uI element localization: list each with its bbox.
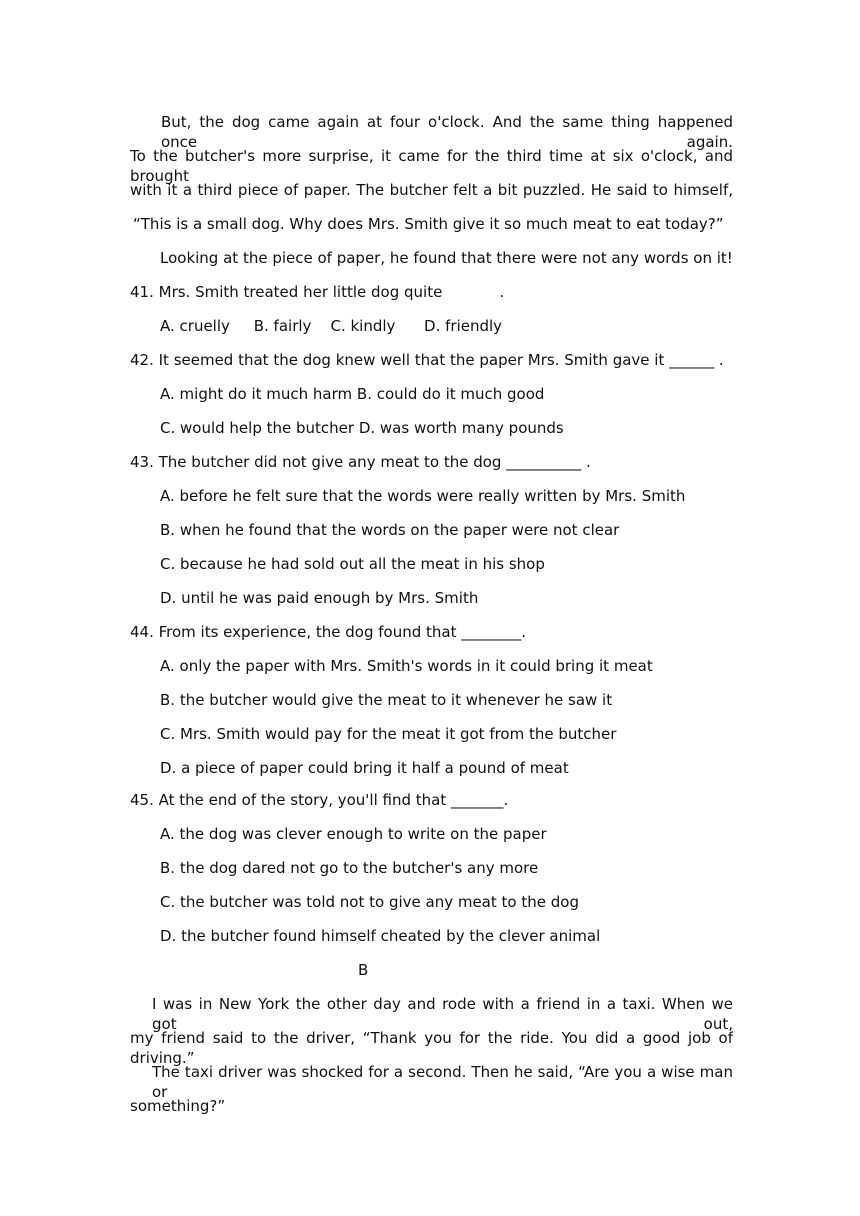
question-stem: 42. It seemed that the dog knew well that the paper Mrs. Smith gave it ______ . <box>130 351 724 369</box>
question-stem: 43. The butcher did not give any meat to the dog __________ . <box>130 453 591 471</box>
question-option: B. the butcher would give the meat to it whenever he saw it <box>160 691 613 709</box>
question-stem: 44. From its experience, the dog found that ________. <box>130 623 526 641</box>
passage-line: The taxi driver was shocked for a second. Then he said, “Are you a wise man or <box>152 1063 733 1101</box>
passage-line: with it a third piece of paper. The butcher felt a bit puzzled. He said to himself, <box>130 181 733 199</box>
section-heading: B <box>358 961 369 979</box>
question-option: C. Mrs. Smith would pay for the meat it got from the butcher <box>160 725 617 743</box>
question-stem: 41. Mrs. Smith treated her little dog quite . <box>130 283 505 301</box>
passage-line: my friend said to the driver, “Thank you for the ride. You did a good job of driving.” <box>130 1029 733 1067</box>
question-option: A. before he felt sure that the words were really written by Mrs. Smith <box>160 487 686 505</box>
question-option: D. the butcher found himself cheated by the clever animal <box>160 927 601 945</box>
passage-line: To the butcher's more surprise, it came for the third time at six o'clock, and brought <box>130 147 733 185</box>
question-option: C. because he had sold out all the meat in his shop <box>160 555 545 573</box>
question-option: B. the dog dared not go to the butcher's any more <box>160 859 539 877</box>
question-option: C. the butcher was told not to give any meat to the dog <box>160 893 579 911</box>
question-option: D. until he was paid enough by Mrs. Smith <box>160 589 479 607</box>
question-option: D. a piece of paper could bring it half a pound of meat <box>160 759 569 777</box>
passage-line: But, the dog came again at four o'clock. And the same thing happened once again. <box>161 113 733 151</box>
passage-line: Looking at the piece of paper, he found that there were not any words on it! <box>160 249 733 267</box>
question-option: B. when he found that the words on the paper were not clear <box>160 521 620 539</box>
question-stem: 45. At the end of the story, you'll find that _______. <box>130 791 509 809</box>
question-options: A. cruelly B. fairly C. kindly D. friendly <box>160 317 503 335</box>
passage-line: I was in New York the other day and rode with a friend in a taxi. When we got out, <box>152 995 733 1033</box>
question-option: A. the dog was clever enough to write on the paper <box>160 825 547 843</box>
question-option: A. only the paper with Mrs. Smith's words in it could bring it meat <box>160 657 653 675</box>
passage-line: “This is a small dog. Why does Mrs. Smith give it so much meat to eat today?” <box>133 215 724 233</box>
passage-line: something?” <box>130 1097 226 1115</box>
question-options: A. might do it much harm B. could do it much good <box>160 385 545 403</box>
question-options: C. would help the butcher D. was worth many pounds <box>160 419 564 437</box>
